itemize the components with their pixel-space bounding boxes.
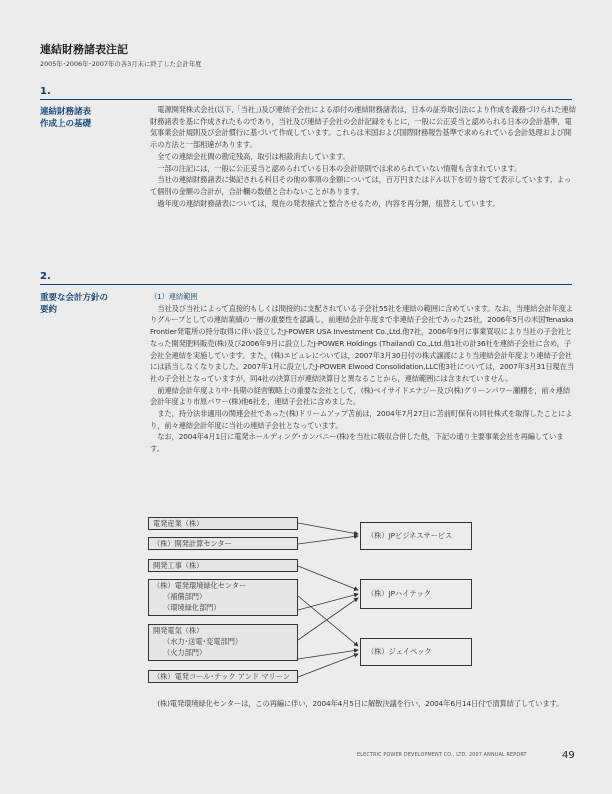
source-box (148, 517, 298, 530)
footer-brand: ELECTRIC POWER DEVELOPMENT CO., LTD. 2007 ANNUAL REPORT (357, 753, 527, 758)
section-1-number: 1. (40, 86, 51, 97)
source-box (148, 559, 298, 572)
paragraph: 電源開発株式会社(以下,「当社」)及び連結子会社による添付の連結財務諸表は，日本の証券取引法により作成を義務づけられた連結財務諸表を基に作成されたものであり，当社及び連結子会社の会計記録をもとに，一般に公正妥当と認められる日本の会計基準，電気事業会計規則及び会計慣行に基づいて作成しています。これらは米国および国際財務報告基準で求められている会計処理および開示の方法と一部相違があります。 (150, 105, 576, 150)
target-box-jp-hitec: （株）JPハイテック (360, 579, 472, 609)
source-box (148, 624, 298, 661)
arrow-keisan-center-to-jpbs (298, 536, 358, 544)
arrow-suiryoku-to-jphitec (298, 598, 358, 640)
section-1-rule (40, 99, 572, 100)
section-2-number: 2. (40, 271, 51, 282)
target-box-jpec: （株）ジェイペック (360, 638, 472, 666)
source-box (148, 579, 298, 616)
diagram-note (150, 698, 576, 710)
paragraph: なお，2004年4月1日に電発ホールディング･カンパニー(株)を当社に吸収合併した他，下記の通り主要事業会社を再編しています。 (150, 432, 564, 454)
source-box (148, 670, 298, 683)
arrow-ryokka-to-jphitec (298, 594, 358, 610)
source-label: （株）開発計算センター (153, 539, 232, 548)
paragraph: 当社の連結財務諸表に掲記される科目その他の事項の金額については，百万円またはドル以下を切り捨てて表示しています。よって個別の金額の合計が，合計欄の数値と合わないことがあります。 (150, 175, 572, 196)
subsection-heading: （1）連結範囲 (150, 292, 198, 301)
reorganization-diagram (148, 514, 478, 690)
source-label: （株）電発環境緑化センター (153, 581, 247, 590)
paragraph: 一部の注記には，一般に公正妥当と認められている日本の会計原則では求められていない情報も含まれています。 (157, 163, 522, 173)
section-2-heading: 重要な会計方針の 要約 (40, 293, 109, 315)
source-box (148, 537, 298, 550)
page-title: 連結財務諸表注記 (40, 43, 128, 56)
arrow-hosho-to-jpec (298, 596, 358, 646)
source-label: 開発電気（株） (153, 626, 204, 635)
section-1-body (150, 104, 576, 209)
page-subtitle: 2005年･2006年･2007年の各3月末に終了した会計年度 (40, 60, 202, 68)
arrow-kaihatsu-koji-to-jphitec (298, 566, 358, 590)
paragraph: 当社及び当社によって直接的もしくは間接的に支配されている子会社55社を連結の範囲に含めています。なお，当連結会計年度よりグループとしての連結業績の一層の重要性を認識し，前連結会計年度まで非連結子会社であった25社，2006年5月の米国Tenaska Frontier発電所の持分取得に伴い設立したJ-POWER USA Investment Co.,Ltd.他7社，2006年9月に事業買収により当社の子会社となった開発肥料販売(株)及び2006年9月に設立したJ-POWER Holdings (Thailand) Co.,Ltd.他1社の計36社を連結子会社に含め，子会社全連結を実施しています。また，(株)エピュレについては，2007年3月30日付の株式譲渡により当連結会計年度より連結子会社には該当しなくなりました。2007年1月に設立したJ-POWER Elwood Consolidation,LLC他3社については，2007年3月31日現在当社の子会社となっていますが，同4社の決算日が連結決算日と異なることから，連結範囲には含まれていません。 (150, 303, 574, 383)
section-1-heading: 連結財務諸表 作成上の基礎 (40, 107, 92, 129)
paragraph: また，持分法非適用の関連会社であった(株)ドリームアップ苫前は，2004年7月27日に苫前町保有の同社株式を取得したことにより，前々連結会計年度に当社の連結子会社となっています。 (150, 409, 573, 430)
paragraph: 全ての連結会社間の勘定残高，取引は相殺消去しています。 (157, 151, 350, 161)
paragraph: 前連結会計年度より中･長期の経営戦略上の重要な会社として，(株)ベイサイドエナジー及び(株)グリーンパワー瀬棚を，前々連結会計年度より市原パワー(株)他6社を，連結子会社に含めました。 (150, 385, 571, 407)
section-2-rule (40, 284, 572, 285)
source-sublabel: （火力部門） (163, 648, 207, 657)
target-box-jp-business-service: （株）JPビジネスサービス (360, 522, 472, 550)
source-label: 電発産業（株） (153, 519, 204, 528)
source-sublabel: （水力･送電･変電部門） (163, 637, 243, 646)
source-sublabel: （補償部門） (163, 592, 207, 601)
source-sublabel: （環境緑化部門） (163, 603, 221, 612)
source-label: 開発工事（株） (153, 561, 204, 570)
note-paragraph: (株)電発環境緑化センターは，この再編に伴い，2004年4月5日に解散決議を行い，2004年6月14日付で清算結了しています。 (157, 699, 564, 708)
section-2-body (150, 291, 576, 455)
page-number: 49 (562, 750, 575, 761)
arrow-denpatsu-sangyo-to-jpbs (298, 523, 358, 534)
source-label: （株）電発コール･テック アンド マリーン (153, 672, 290, 681)
paragraph: 過年度の連結財務諸表については，現在の発表様式と整合させるため，内容を再分類，組替えしています。 (157, 198, 500, 208)
